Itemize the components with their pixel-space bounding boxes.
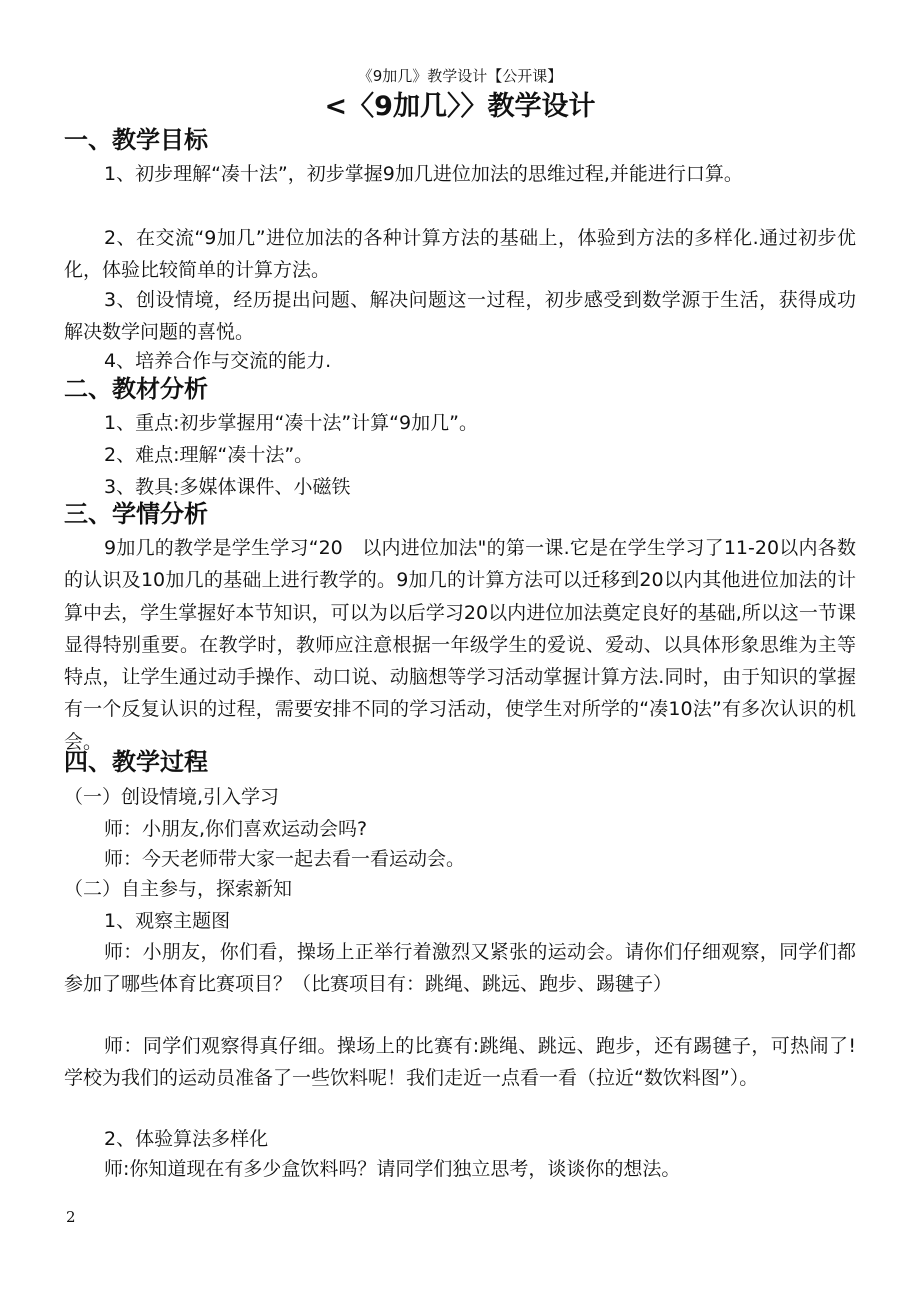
teacher-line-2: 师：今天老师带大家一起去看一看运动会。 <box>104 848 466 870</box>
section-heading-goals: 一、教学目标 <box>64 126 208 154</box>
section-heading-students: 三、学情分析 <box>64 500 208 528</box>
material-item-2: 2、难点:理解“凑十法”。 <box>104 444 314 466</box>
goal-item-2: 2、在交流“9加几”进位加法的各种计算方法的基础上，体验到方法的多样化.通过初步优化，体验比较简单的计算方法。 <box>64 227 856 281</box>
process-part-1: （一）创设情境,引入学习 <box>64 786 280 808</box>
teacher-line-4: 师：同学们观察得真仔细。操场上的比赛有:跳绳、跳远、跑步，还有踢毽子，可热闹了!学校为我们的运动员准备了一些饮料呢！我们走近一点看一看（拉近“数饮料图”）。 <box>64 1035 856 1089</box>
teacher-line-5: 师:你知道现在有多少盒饮料吗？请同学们独立思考，谈谈你的想法。 <box>104 1158 681 1180</box>
document-title: <〈9加几〉〉教学设计 <box>324 91 596 122</box>
goal-item-1: 1、初步理解“凑十法”，初步掌握9加几进位加法的思维过程,并能进行口算。 <box>104 163 743 185</box>
process-part-2: （二）自主参与，探索新知 <box>64 878 293 900</box>
section-heading-materials: 二、教材分析 <box>64 375 208 403</box>
running-header: 《9加几》教学设计【公开课】 <box>357 67 563 85</box>
page-number: 2 <box>66 1208 76 1226</box>
material-item-1: 1、重点:初步掌握用“凑十法”计算“9加几”。 <box>104 412 478 434</box>
teacher-line-1: 师：小朋友,你们喜欢运动会吗? <box>104 818 368 840</box>
process-subheading-2: 2、体验算法多样化 <box>104 1128 269 1150</box>
section-heading-process: 四、教学过程 <box>64 748 208 776</box>
material-item-3: 3、教具:多媒体课件、小磁铁 <box>104 476 351 498</box>
goal-item-4: 4、培养合作与交流的能力. <box>104 350 332 372</box>
teacher-line-3: 师：小朋友，你们看，操场上正举行着激烈又紧张的运动会。请你们仔细观察，同学们都参加了哪些体育比赛项目？（比赛项目有：跳绳、跳远、跑步、踢毽子） <box>64 941 856 995</box>
students-paragraph: 9加几的教学是学生学习“20 以内进位加法"的第一课.它是在学生学习了11-20以内各数的认识及10加几的基础上进行教学的。9加几的计算方法可以迁移到20以内其他进位加法的计算中去，学生掌握好本节知识，可以为以后学习20以内进位加法奠定良好的基础,所以这一节课显得特别重要。在教学时，教师应注意根据一年级学生的爱说、爱动、以具体形象思维为主等特点，让学生通过动手操作、动口说、动脑想等学习活动掌握计算方法.同时，由于知识的掌握有一个反复认识的过程，需要安排不同的学习活动，使学生对所学的“凑10法”有多次认识的机会。 <box>64 537 857 753</box>
process-subheading-1: 1、观察主题图 <box>104 910 231 932</box>
goal-item-3: 3、创设情境，经历提出问题、解决问题这一过程，初步感受到数学源于生活，获得成功解决数学问题的喜悦。 <box>64 289 856 343</box>
